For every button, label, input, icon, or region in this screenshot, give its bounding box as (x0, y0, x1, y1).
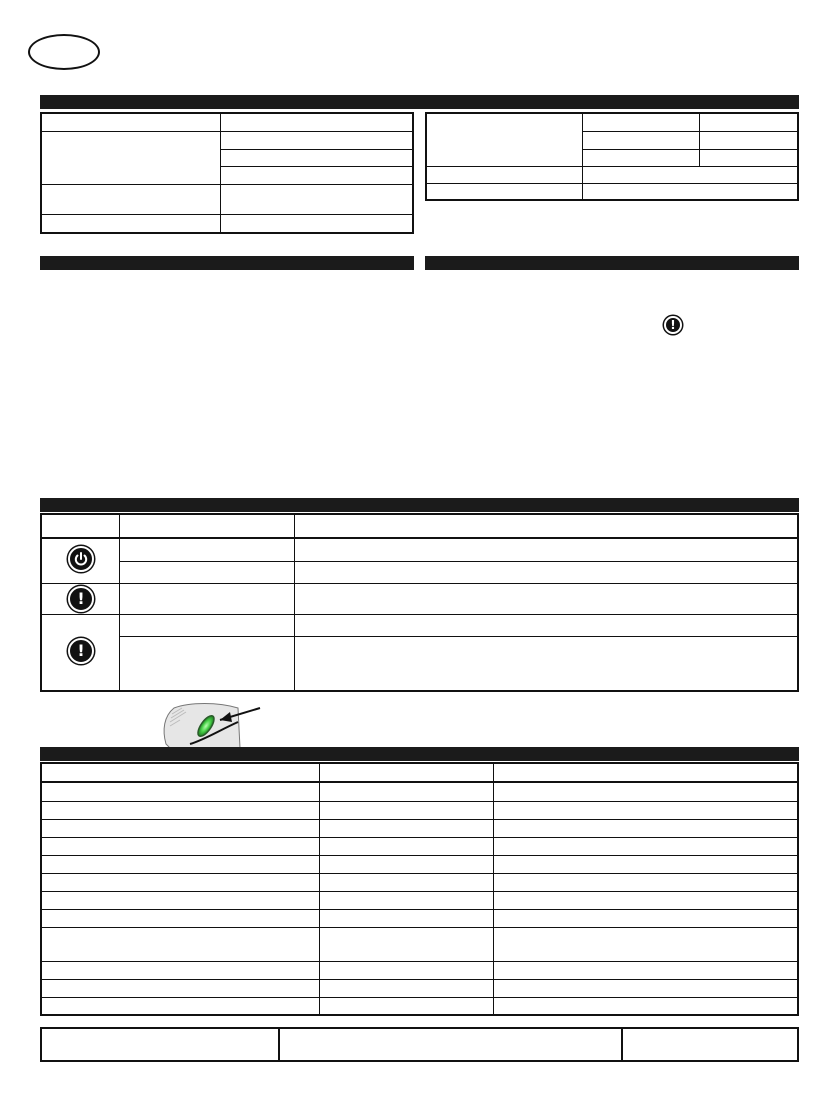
exclamation-icon: ! (664, 316, 682, 334)
specifications-header-bar (40, 95, 799, 109)
footer-box (40, 1027, 799, 1062)
led-indicator-illustration (160, 700, 270, 750)
spec-table-right (425, 112, 799, 201)
section-bar-left (40, 256, 414, 270)
exclamation-icon: ! (68, 638, 94, 664)
indicator-table (40, 762, 799, 1016)
indicator-table-header-bar (40, 747, 799, 761)
power-icon (68, 546, 94, 572)
status-table (40, 513, 799, 692)
spec-table-left (40, 112, 414, 234)
exclamation-icon: ! (68, 586, 94, 612)
language-badge (28, 34, 100, 70)
section-bar-right (425, 256, 799, 270)
status-table-header-bar (40, 498, 799, 512)
